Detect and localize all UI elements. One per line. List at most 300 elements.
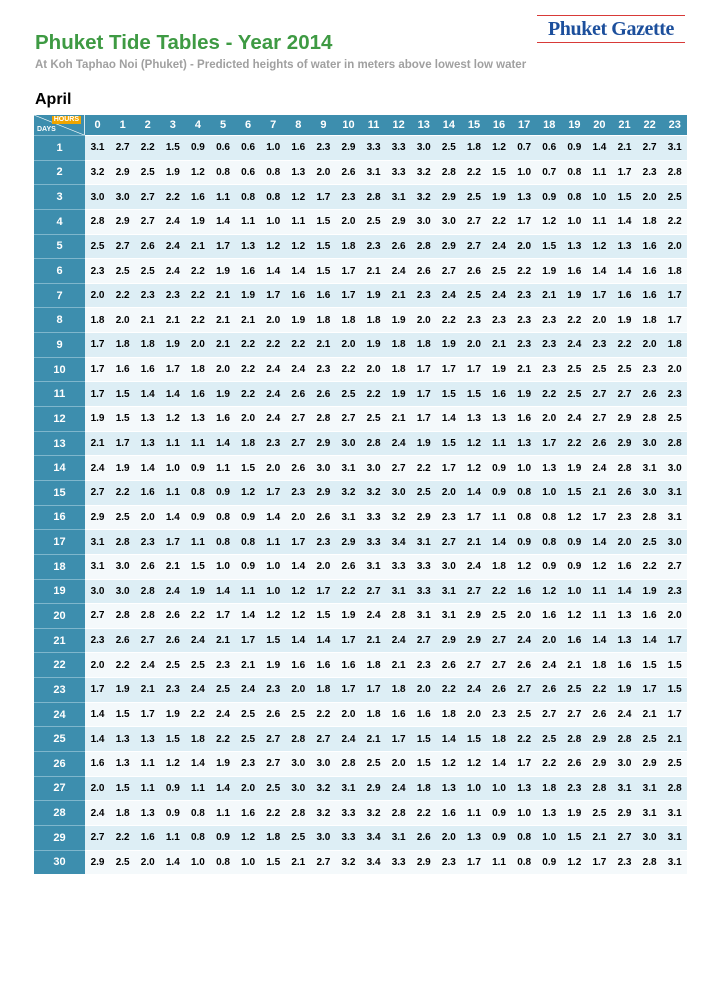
table-row <box>34 652 687 677</box>
tide-height-cell: 2.5 <box>110 505 135 530</box>
tide-height-cell: 2.2 <box>587 677 612 702</box>
table-row <box>34 455 687 480</box>
tide-height-cell: 1.6 <box>386 702 411 727</box>
tide-height-cell: 2.8 <box>361 184 386 209</box>
tide-height-cell: 1.6 <box>85 751 110 776</box>
tide-height-cell: 2.1 <box>612 135 637 160</box>
tide-height-cell: 3.1 <box>436 603 461 628</box>
tide-height-cell: 2.2 <box>487 209 512 234</box>
table-row <box>34 554 687 579</box>
tide-height-cell: 2.9 <box>311 431 336 456</box>
tide-height-cell: 2.1 <box>461 529 486 554</box>
tide-height-cell: 2.4 <box>261 381 286 406</box>
tide-height-cell: 1.6 <box>411 702 436 727</box>
hours-days-corner <box>34 115 85 135</box>
tide-height-cell: 3.0 <box>85 579 110 604</box>
tide-height-cell: 2.6 <box>286 455 311 480</box>
tide-height-cell: 2.9 <box>361 776 386 801</box>
tide-height-cell: 1.9 <box>361 332 386 357</box>
tide-height-cell: 3.1 <box>336 455 361 480</box>
tide-height-cell: 2.6 <box>386 234 411 259</box>
tide-height-cell: 3.2 <box>411 160 436 185</box>
tide-height-cell: 2.0 <box>612 529 637 554</box>
tide-height-cell: 3.0 <box>110 554 135 579</box>
tide-height-cell: 1.4 <box>85 726 110 751</box>
tide-height-cell: 1.7 <box>210 603 235 628</box>
hour-header: 16 <box>487 115 512 135</box>
tide-height-cell: 2.3 <box>160 677 185 702</box>
tide-height-cell: 3.4 <box>386 529 411 554</box>
tide-height-cell: 1.3 <box>537 455 562 480</box>
tide-height-cell: 1.4 <box>185 751 210 776</box>
table-row <box>34 431 687 456</box>
page-subtitle: At Koh Taphao Noi (Phuket) - Predicted heights of water in meters above lowest low water <box>35 59 527 71</box>
tide-height-cell: 3.1 <box>637 455 662 480</box>
tide-height-cell: 1.0 <box>537 825 562 850</box>
tide-height-cell: 1.0 <box>512 800 537 825</box>
tide-height-cell: 1.6 <box>286 283 311 308</box>
tide-height-cell: 2.3 <box>160 283 185 308</box>
tide-height-cell: 2.5 <box>662 184 687 209</box>
table-row <box>34 184 687 209</box>
tide-height-cell: 2.2 <box>512 726 537 751</box>
tide-height-cell: 1.9 <box>386 307 411 332</box>
tide-height-cell: 1.3 <box>612 234 637 259</box>
tide-height-cell: 1.4 <box>135 455 160 480</box>
tide-height-cell: 0.9 <box>562 135 587 160</box>
tide-height-cell: 2.5 <box>487 603 512 628</box>
tide-height-cell: 0.8 <box>236 529 261 554</box>
tide-height-cell: 1.7 <box>160 357 185 382</box>
tide-height-cell: 1.2 <box>537 579 562 604</box>
tide-height-cell: 1.9 <box>210 258 235 283</box>
tide-height-cell: 2.2 <box>361 381 386 406</box>
tide-height-cell: 0.9 <box>537 554 562 579</box>
tide-height-cell: 1.4 <box>261 258 286 283</box>
table-row <box>34 529 687 554</box>
tide-height-cell: 1.9 <box>637 579 662 604</box>
day-label: 22 <box>34 652 85 677</box>
tide-height-cell: 2.7 <box>85 603 110 628</box>
tide-height-cell: 2.8 <box>411 234 436 259</box>
tide-height-cell: 2.2 <box>537 751 562 776</box>
tide-height-cell: 2.0 <box>637 332 662 357</box>
tide-height-cell: 2.0 <box>135 850 160 875</box>
tide-height-cell: 1.9 <box>261 652 286 677</box>
tide-height-cell: 1.0 <box>236 850 261 875</box>
tide-height-cell: 1.8 <box>386 332 411 357</box>
tide-height-cell: 3.3 <box>386 135 411 160</box>
tide-height-cell: 1.6 <box>311 283 336 308</box>
tide-height-cell: 2.2 <box>336 357 361 382</box>
tide-height-cell: 0.8 <box>562 184 587 209</box>
tide-height-cell: 2.5 <box>662 751 687 776</box>
tide-height-cell: 1.0 <box>487 776 512 801</box>
tide-height-cell: 0.9 <box>185 135 210 160</box>
tide-height-cell: 1.9 <box>562 800 587 825</box>
tide-height-cell: 2.5 <box>662 406 687 431</box>
tide-height-cell: 1.4 <box>436 406 461 431</box>
tide-height-cell: 2.6 <box>537 677 562 702</box>
tide-height-cell: 1.5 <box>110 776 135 801</box>
tide-height-cell: 1.6 <box>135 480 160 505</box>
tide-height-cell: 2.3 <box>587 332 612 357</box>
table-row <box>34 283 687 308</box>
tide-height-cell: 1.9 <box>210 381 235 406</box>
tide-height-cell: 2.1 <box>210 332 235 357</box>
tide-height-cell: 2.1 <box>386 406 411 431</box>
tide-height-cell: 1.8 <box>361 307 386 332</box>
tide-height-cell: 1.4 <box>587 529 612 554</box>
tide-height-cell: 1.9 <box>612 677 637 702</box>
tide-height-cell: 1.7 <box>461 505 486 530</box>
tide-height-cell: 2.6 <box>135 234 160 259</box>
tide-height-cell: 2.5 <box>461 283 486 308</box>
tide-height-cell: 1.9 <box>185 209 210 234</box>
tide-height-cell: 2.4 <box>286 357 311 382</box>
tide-height-cell: 1.9 <box>436 332 461 357</box>
tide-height-cell: 2.5 <box>411 480 436 505</box>
tide-height-cell: 3.0 <box>637 431 662 456</box>
tide-height-cell: 1.5 <box>311 603 336 628</box>
tide-height-cell: 1.4 <box>210 209 235 234</box>
tide-height-cell: 2.7 <box>512 677 537 702</box>
tide-height-cell: 2.8 <box>662 160 687 185</box>
tide-height-cell: 1.6 <box>210 406 235 431</box>
tide-height-cell: 1.9 <box>286 307 311 332</box>
tide-height-cell: 2.6 <box>637 381 662 406</box>
tide-height-cell: 0.7 <box>512 135 537 160</box>
tide-height-cell: 2.7 <box>261 726 286 751</box>
tide-height-cell: 0.8 <box>562 160 587 185</box>
tide-height-cell: 2.7 <box>487 652 512 677</box>
tide-height-cell: 1.9 <box>185 579 210 604</box>
tide-height-cell: 1.6 <box>286 135 311 160</box>
tide-height-cell: 3.0 <box>612 751 637 776</box>
tide-height-cell: 1.9 <box>336 603 361 628</box>
tide-height-cell: 1.4 <box>160 505 185 530</box>
tide-height-cell: 2.3 <box>487 307 512 332</box>
tide-height-cell: 3.0 <box>85 184 110 209</box>
tide-height-cell: 1.0 <box>261 579 286 604</box>
tide-height-cell: 2.8 <box>612 726 637 751</box>
tide-height-cell: 1.7 <box>512 209 537 234</box>
table-row <box>34 677 687 702</box>
tide-height-cell: 3.2 <box>386 505 411 530</box>
tide-height-cell: 1.3 <box>487 406 512 431</box>
tide-height-cell: 2.0 <box>537 628 562 653</box>
tide-height-cell: 1.4 <box>461 480 486 505</box>
tide-height-cell: 1.1 <box>236 579 261 604</box>
tide-height-cell: 1.4 <box>236 603 261 628</box>
tide-height-cell: 0.9 <box>160 800 185 825</box>
logo-text: Phuket Gazette <box>547 18 675 40</box>
tide-height-cell: 1.5 <box>637 652 662 677</box>
tide-height-cell: 2.7 <box>612 825 637 850</box>
tide-height-cell: 1.6 <box>436 800 461 825</box>
day-label: 25 <box>34 726 85 751</box>
hour-header: 19 <box>562 115 587 135</box>
tide-height-cell: 2.7 <box>436 529 461 554</box>
tide-height-cell: 1.1 <box>160 825 185 850</box>
hour-header: 2 <box>135 115 160 135</box>
tide-height-cell: 3.1 <box>361 160 386 185</box>
tide-height-cell: 1.9 <box>110 455 135 480</box>
tide-height-cell: 1.9 <box>85 406 110 431</box>
tide-height-cell: 1.6 <box>612 554 637 579</box>
tide-height-cell: 2.1 <box>185 234 210 259</box>
hour-header: 10 <box>336 115 361 135</box>
tide-height-cell: 3.1 <box>386 579 411 604</box>
day-label: 8 <box>34 307 85 332</box>
tide-height-cell: 2.2 <box>236 332 261 357</box>
tide-height-cell: 2.7 <box>461 234 486 259</box>
tide-height-cell: 2.2 <box>662 209 687 234</box>
tide-height-cell: 1.0 <box>512 455 537 480</box>
tide-height-cell: 1.6 <box>336 652 361 677</box>
tide-height-cell: 2.2 <box>512 258 537 283</box>
tide-height-cell: 1.9 <box>236 283 261 308</box>
tide-height-cell: 3.0 <box>637 825 662 850</box>
tide-height-cell: 1.8 <box>411 332 436 357</box>
tide-height-cell: 0.6 <box>236 160 261 185</box>
tide-height-cell: 2.6 <box>587 431 612 456</box>
tide-height-cell: 1.3 <box>612 603 637 628</box>
tide-height-cell: 0.9 <box>185 455 210 480</box>
tide-height-cell: 1.2 <box>286 579 311 604</box>
tide-height-cell: 2.3 <box>612 850 637 875</box>
hour-header: 11 <box>361 115 386 135</box>
tide-height-cell: 2.9 <box>436 234 461 259</box>
tide-height-cell: 2.9 <box>612 431 637 456</box>
tide-height-cell: 1.8 <box>386 357 411 382</box>
tide-height-cell: 3.0 <box>662 529 687 554</box>
tide-height-cell: 2.0 <box>662 357 687 382</box>
tide-height-cell: 2.3 <box>637 357 662 382</box>
day-label: 18 <box>34 554 85 579</box>
tide-height-cell: 3.3 <box>361 135 386 160</box>
tide-height-cell: 2.9 <box>110 160 135 185</box>
tide-height-cell: 1.4 <box>210 776 235 801</box>
tide-height-cell: 1.5 <box>110 702 135 727</box>
tide-height-cell: 2.5 <box>236 702 261 727</box>
tide-height-cell: 1.2 <box>562 505 587 530</box>
day-label: 11 <box>34 381 85 406</box>
tide-height-cell: 1.2 <box>562 850 587 875</box>
tide-height-cell: 1.3 <box>461 406 486 431</box>
tide-height-cell: 1.1 <box>487 505 512 530</box>
tide-height-cell: 2.7 <box>135 209 160 234</box>
tide-height-cell: 2.0 <box>210 357 235 382</box>
tide-height-cell: 2.1 <box>361 258 386 283</box>
tide-height-cell: 1.7 <box>210 234 235 259</box>
tide-height-cell: 2.2 <box>110 283 135 308</box>
tide-height-cell: 2.1 <box>311 332 336 357</box>
tide-height-cell: 1.7 <box>461 850 486 875</box>
tide-height-cell: 1.6 <box>637 234 662 259</box>
tide-height-cell: 3.1 <box>386 184 411 209</box>
tide-height-cell: 3.1 <box>436 579 461 604</box>
tide-height-cell: 1.2 <box>261 603 286 628</box>
tide-height-cell: 1.5 <box>461 381 486 406</box>
tide-height-cell: 2.7 <box>110 234 135 259</box>
tide-height-cell: 0.9 <box>236 505 261 530</box>
table-row <box>34 160 687 185</box>
tide-height-cell: 2.2 <box>411 800 436 825</box>
tide-height-cell: 2.7 <box>286 406 311 431</box>
tide-height-cell: 3.0 <box>311 751 336 776</box>
tide-height-cell: 2.3 <box>537 332 562 357</box>
tide-height-cell: 1.5 <box>411 726 436 751</box>
tide-height-cell: 2.3 <box>512 283 537 308</box>
tide-height-cell: 2.0 <box>261 307 286 332</box>
tide-height-cell: 2.8 <box>662 776 687 801</box>
day-label: 10 <box>34 357 85 382</box>
tide-height-cell: 1.7 <box>386 726 411 751</box>
tide-height-cell: 2.1 <box>361 726 386 751</box>
tide-height-cell: 2.7 <box>85 480 110 505</box>
tide-height-cell: 2.3 <box>286 480 311 505</box>
tide-height-cell: 3.3 <box>411 579 436 604</box>
tide-height-cell: 2.1 <box>135 307 160 332</box>
tide-height-cell: 1.1 <box>261 529 286 554</box>
tide-height-cell: 1.8 <box>336 234 361 259</box>
tide-height-cell: 2.6 <box>135 554 160 579</box>
tide-height-cell: 2.8 <box>135 579 160 604</box>
hour-header: 23 <box>662 115 687 135</box>
tide-height-cell: 3.0 <box>286 776 311 801</box>
tide-height-cell: 1.4 <box>587 628 612 653</box>
tide-height-cell: 3.0 <box>386 480 411 505</box>
tide-height-cell: 0.8 <box>236 184 261 209</box>
tide-height-cell: 3.2 <box>311 776 336 801</box>
tide-height-cell: 1.4 <box>160 850 185 875</box>
tide-height-cell: 1.7 <box>160 529 185 554</box>
table-row <box>34 258 687 283</box>
tide-height-cell: 2.4 <box>210 702 235 727</box>
tide-height-cell: 2.2 <box>286 332 311 357</box>
tide-height-cell: 2.2 <box>436 677 461 702</box>
tide-height-cell: 2.1 <box>512 357 537 382</box>
tide-height-cell: 2.6 <box>487 677 512 702</box>
tide-height-cell: 3.1 <box>361 554 386 579</box>
hour-header: 3 <box>160 115 185 135</box>
table-row <box>34 800 687 825</box>
tide-height-cell: 2.4 <box>135 652 160 677</box>
tide-height-cell: 1.9 <box>411 431 436 456</box>
tide-height-cell: 2.7 <box>587 406 612 431</box>
tide-height-cell: 0.8 <box>261 184 286 209</box>
tide-height-cell: 3.1 <box>386 825 411 850</box>
day-label: 12 <box>34 406 85 431</box>
tide-height-cell: 1.1 <box>587 160 612 185</box>
tide-height-cell: 3.0 <box>436 554 461 579</box>
tide-height-cell: 1.7 <box>411 381 436 406</box>
tide-height-cell: 1.7 <box>311 184 336 209</box>
tide-height-cell: 2.3 <box>411 652 436 677</box>
tide-height-cell: 2.3 <box>512 307 537 332</box>
tide-height-cell: 2.8 <box>286 800 311 825</box>
tide-height-cell: 1.2 <box>436 751 461 776</box>
tide-height-cell: 1.4 <box>210 431 235 456</box>
tide-height-cell: 0.8 <box>185 480 210 505</box>
tide-height-cell: 3.2 <box>361 480 386 505</box>
table-row <box>34 480 687 505</box>
tide-height-cell: 1.9 <box>160 332 185 357</box>
tide-height-cell: 2.6 <box>336 160 361 185</box>
tide-height-cell: 3.0 <box>311 455 336 480</box>
tide-height-cell: 3.1 <box>637 776 662 801</box>
tide-height-cell: 1.2 <box>236 480 261 505</box>
tide-height-cell: 1.1 <box>587 603 612 628</box>
tide-height-cell: 1.9 <box>361 283 386 308</box>
day-label: 15 <box>34 480 85 505</box>
tide-height-cell: 2.7 <box>85 825 110 850</box>
tide-height-cell: 1.0 <box>185 850 210 875</box>
day-label: 9 <box>34 332 85 357</box>
tide-height-cell: 2.9 <box>587 751 612 776</box>
tide-height-cell: 2.3 <box>436 850 461 875</box>
tide-height-cell: 1.0 <box>587 184 612 209</box>
tide-height-cell: 2.4 <box>386 258 411 283</box>
tide-height-cell: 1.7 <box>461 357 486 382</box>
tide-height-cell: 1.2 <box>286 234 311 259</box>
tide-height-cell: 2.2 <box>236 381 261 406</box>
tide-height-cell: 3.1 <box>336 776 361 801</box>
tide-height-cell: 2.1 <box>587 825 612 850</box>
tide-height-cell: 1.7 <box>662 307 687 332</box>
tide-height-cell: 3.2 <box>336 480 361 505</box>
table-row <box>34 776 687 801</box>
tide-height-cell: 2.8 <box>386 800 411 825</box>
tide-height-cell: 1.1 <box>135 776 160 801</box>
tide-height-cell: 0.9 <box>537 184 562 209</box>
tide-height-cell: 1.8 <box>487 554 512 579</box>
page-title: Phuket Tide Tables - Year 2014 <box>35 31 333 54</box>
tide-height-cell: 0.9 <box>512 529 537 554</box>
day-label: 23 <box>34 677 85 702</box>
tide-height-cell: 1.7 <box>587 505 612 530</box>
tide-height-cell: 0.8 <box>512 850 537 875</box>
tide-height-cell: 2.7 <box>135 628 160 653</box>
tide-height-cell: 2.6 <box>612 480 637 505</box>
tide-height-cell: 2.5 <box>361 751 386 776</box>
tide-height-cell: 1.5 <box>261 628 286 653</box>
tide-height-cell: 2.9 <box>85 505 110 530</box>
tide-height-cell: 3.3 <box>361 505 386 530</box>
tide-height-cell: 2.9 <box>110 209 135 234</box>
table-row <box>34 850 687 875</box>
tide-height-cell: 3.3 <box>386 554 411 579</box>
tide-height-cell: 2.4 <box>336 726 361 751</box>
tide-height-cell: 2.0 <box>85 776 110 801</box>
tide-height-cell: 3.4 <box>361 825 386 850</box>
tide-height-cell: 2.4 <box>612 702 637 727</box>
tide-height-cell: 3.0 <box>110 184 135 209</box>
tide-height-cell: 2.2 <box>135 135 160 160</box>
tide-height-cell: 2.6 <box>411 258 436 283</box>
tide-height-cell: 0.9 <box>537 850 562 875</box>
tide-height-cell: 0.9 <box>160 776 185 801</box>
tide-height-cell: 2.8 <box>587 776 612 801</box>
tide-height-cell: 2.0 <box>436 480 461 505</box>
tide-height-cell: 2.4 <box>160 258 185 283</box>
tide-height-cell: 1.5 <box>487 160 512 185</box>
tide-height-cell: 2.4 <box>386 776 411 801</box>
tide-height-cell: 2.5 <box>562 357 587 382</box>
tide-height-cell: 1.4 <box>311 628 336 653</box>
tide-height-cell: 1.2 <box>587 554 612 579</box>
